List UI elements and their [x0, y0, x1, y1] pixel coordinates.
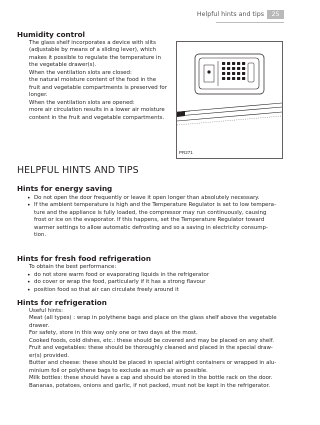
humidity-line: the natural moisture content of the food in the [29, 77, 157, 84]
fresh-food-intro: To obtain the best performance: [29, 264, 117, 270]
header-divider [216, 22, 284, 23]
section-main-heading: HELPFUL HINTS AND TIPS [17, 165, 139, 176]
list-item: • position food so that air can circulate freely around it [27, 287, 285, 294]
refrigeration-line: minium foil or polythene bags to exclude as much air as possible. [29, 367, 208, 374]
page-number-badge: 25 [267, 10, 284, 19]
refrigeration-line: Fruit and vegetables: these should be thoroughly cleaned and placed in the special draw- [29, 345, 273, 352]
refrigeration-line: Bananas, potatoes, onions and garlic, if not packed, must not be kept in the refrigerator. [29, 382, 271, 389]
refrigeration-line: Cooked foods, cold dishes, etc.: these should be covered and may be placed on any shelf. [29, 337, 274, 344]
header-section-title: Helpful hints and tips [196, 11, 264, 18]
refrigeration-line: Butter and cheese: these should be placed in special airtight containers or wrapped in alu- [29, 360, 277, 367]
list-item [27, 202, 285, 239]
energy-saving-heading: Hints for energy saving [17, 184, 113, 193]
refrigeration-line: Meat (all types) : wrap in polythene bags and place on the glass shelf above the vegetable [29, 315, 277, 322]
bullet-line: warmer settings to allow automatic defrosting and so a saving in electricity consump- [34, 224, 268, 231]
refrigeration-line: Milk bottles: these should have a cap and should be stored in the bottle rack on the door. [29, 375, 273, 382]
bullet-line: • If the ambient temperature is high and the Temperature Regulator is set to low tempera- [34, 202, 276, 209]
fresh-food-heading: Hints for fresh food refrigeration [17, 254, 151, 263]
refrigeration-line: drawer. [29, 322, 50, 329]
refrigeration-heading: Hints for refrigeration [17, 298, 107, 307]
page-header [197, 9, 284, 20]
list-item: • do not store warm food or evaporating liquids in the refrigerator [27, 272, 285, 279]
humidity-line: fruit and vegetable compartments is preserved for [29, 84, 167, 91]
humidity-line: longer. [29, 92, 48, 99]
humidity-line: makes it possible to regulate the temperature in [29, 54, 161, 61]
refrigeration-line: For safety, store in this way only one or two days at the most. [29, 330, 198, 337]
bullet-line: frost or ice on the evaporator. If this happens, set the Temperature Regulator toward [34, 217, 265, 224]
humidity-line: When the ventilation slots are closed: [29, 69, 132, 76]
humidity-line: When the ventilation slots are opened: [29, 99, 135, 106]
list-item: • do cover or wrap the food, particularly if it has a strong flavour [27, 279, 285, 286]
refrigeration-text [29, 308, 287, 390]
refrigeration-line: Useful hints: [29, 308, 63, 314]
refrigeration-line: er(s) provided. [29, 352, 69, 359]
humidity-line: content in the fruit and vegetable compartments. [29, 114, 165, 121]
figure-code: PR271 [179, 150, 193, 155]
humidity-control-text [29, 40, 172, 122]
humidity-line: the vegetable drawer(s). [29, 62, 97, 69]
bullet-line: • Do not open the door frequently or leave it open longer than absolutely necessary. [34, 195, 260, 201]
bullet-line: ture and the appliance is fully loaded, the compressor may run continuously, causing [34, 209, 267, 216]
bullet-line: tion. [34, 232, 47, 239]
humidity-control-illustration [176, 41, 283, 159]
humidity-line: The glass shelf incorporates a device with slits [29, 40, 156, 46]
humidity-line: (adjustable by means of a sliding lever), which [29, 47, 157, 54]
humidity-line: more air circulation results in a lower air moisture [29, 107, 165, 114]
energy-saving-list [27, 195, 285, 240]
fresh-food-list [27, 272, 285, 294]
list-item [27, 195, 285, 202]
humidity-control-heading: Humidity control [17, 30, 86, 39]
